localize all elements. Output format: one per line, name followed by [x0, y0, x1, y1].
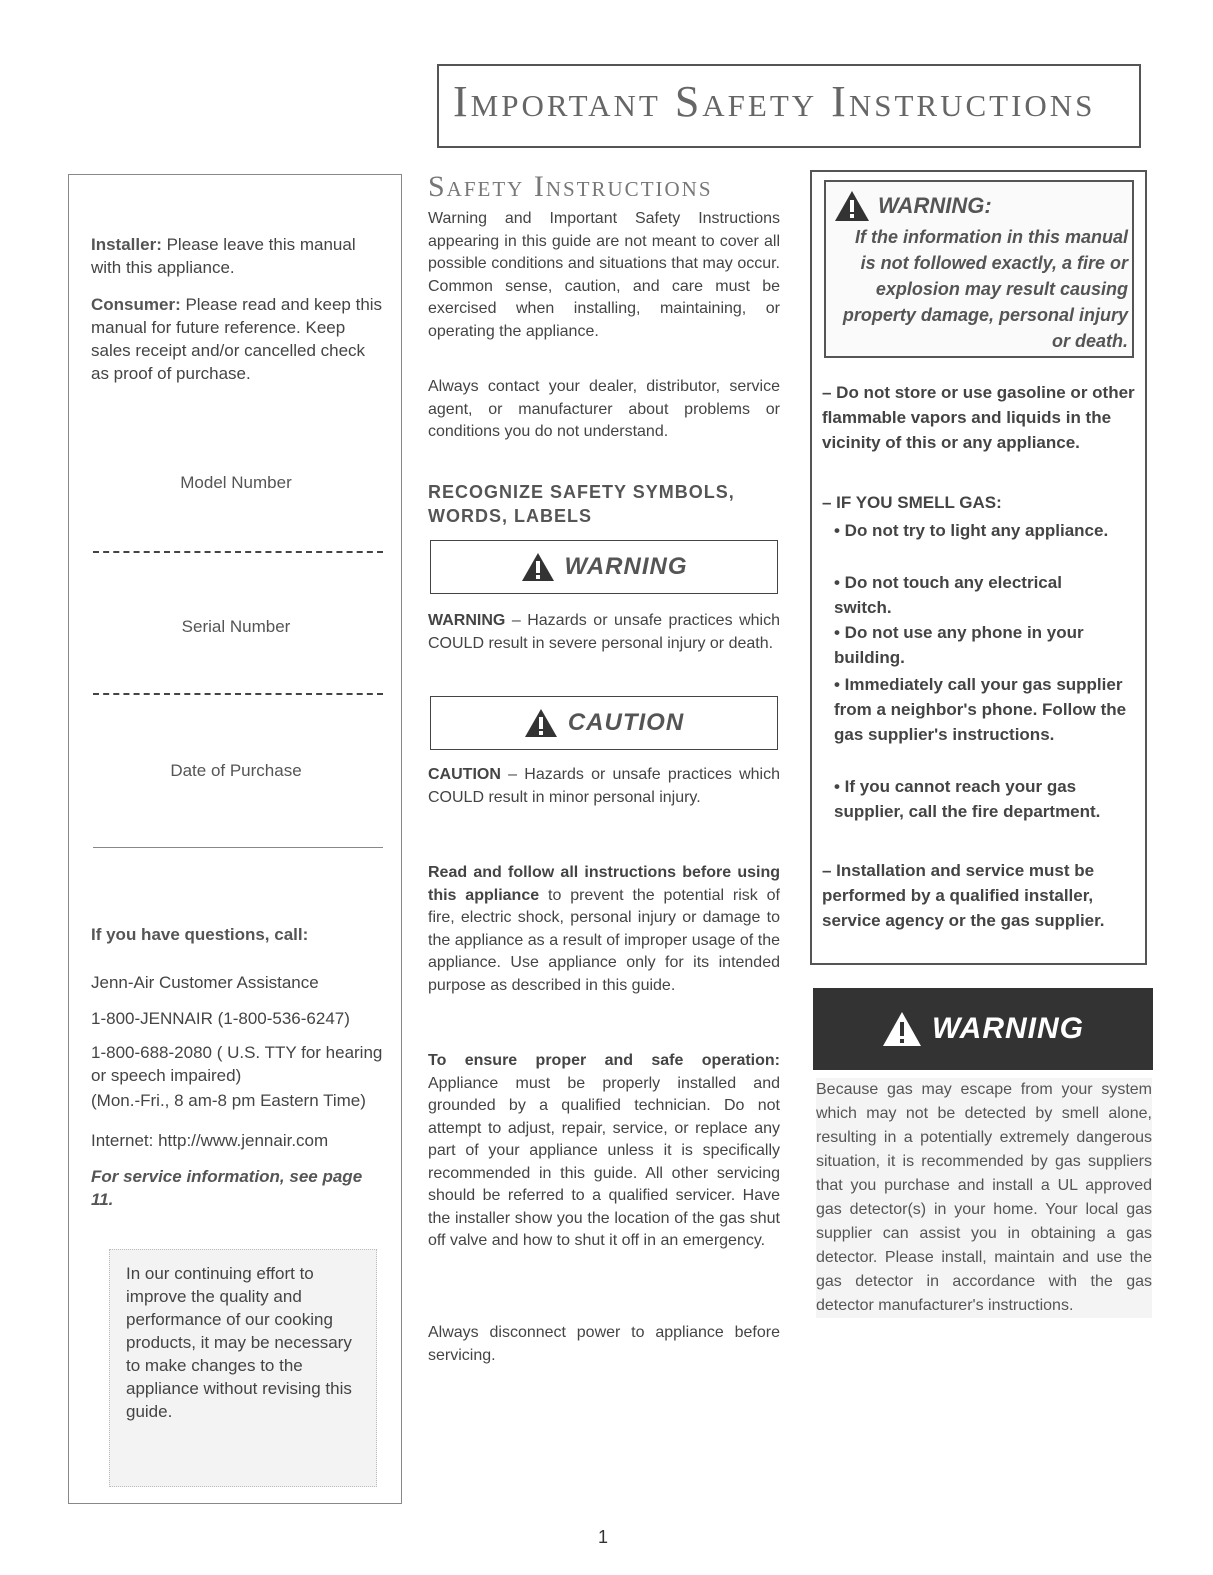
internet-link: Internet: http://www.jennair.com [91, 1131, 329, 1150]
assistance-name: Jenn-Air Customer Assistance [91, 973, 319, 992]
read-instructions-bold: Read and follow all instructions before using this appliance [428, 864, 780, 904]
title-banner [437, 64, 1141, 148]
page-title: Important Safety Instructions [453, 77, 1096, 126]
date-of-purchase-label: Date of Purchase [170, 761, 302, 780]
consumer-label: Consumer: [91, 295, 181, 314]
contact-paragraph: Always contact your dealer, distributor, service agent, or manufacturer about problems or conditions you do not understand. [428, 378, 780, 440]
questions-heading: If you have questions, call: [91, 925, 309, 944]
consumer-note [91, 293, 383, 385]
safety-heading: Safety Instructions [428, 170, 713, 203]
ensure-paragraph [428, 1050, 780, 1253]
gas-detector-text: Because gas may escape from your system which may not be detected by smell alone, resulting in a potentially extremely dangerous situation, it is recommended by gas suppliers that you purchase and install a UL approved gas detector(s) in your home. Your local gas supplier can assist you in obtaining a gas detector. Please install, maintain and use the gas detector in accordance with the gas detector manufacturer's instructions. [816, 1078, 1152, 1318]
read-instructions-text: to prevent the potential risk of fire, electric shock, personal injury or damage to the appliance as a result of improper usage of the appliance. Use appliance only for its intended purpose as described in this guide. [428, 886, 780, 994]
hours: (Mon.-Fri., 8 am-8 pm Eastern Time) [91, 1091, 366, 1110]
serial-number-line [93, 693, 383, 695]
installer-label: Installer: [91, 235, 162, 254]
service-info: For service information, see page 11. [91, 1167, 363, 1209]
warning-definition [428, 610, 780, 655]
smell-gas-heading: – IF YOU SMELL GAS: [822, 493, 1002, 512]
band-warning-word: WARNING [932, 1012, 1084, 1045]
left-info-box [68, 174, 402, 1504]
date-line [93, 847, 383, 848]
page-number: 1 [598, 1527, 609, 1547]
phone-main: 1-800-JENNAIR (1-800-536-6247) [91, 1009, 350, 1028]
warning-signal-box [430, 540, 778, 594]
warning-statement-word: WARNING: [878, 193, 992, 218]
caution-signal-word: CAUTION [567, 709, 685, 736]
warning-triangle-icon [882, 1011, 922, 1047]
gasoline-warning: – Do not store or use gasoline or other flammable vapors and liquids in the vicinity of this or any appliance. [822, 383, 1135, 452]
caution-triangle-icon [524, 708, 558, 738]
ensure-text: Appliance must be properly installed and grounded by a qualified technician. Do not attempt to adjust, repair, service, or replace any part of your appliance unless it is specifically recommended in this guide. All other servicing should be referred to a qualified servicer. Have the installer show you the location of the gas shut off valve and how to shut it off in an emergency. [428, 1074, 780, 1249]
installation-warning: – Installation and service must be performed by a qualified installer, service agency or the gas supplier. [822, 861, 1105, 930]
caution-definition-label: CAUTION [428, 766, 501, 783]
warning-triangle-icon [521, 552, 555, 582]
warning-definition-text: – Hazards or unsafe practices which COULD result in severe personal injury or death. [428, 612, 780, 652]
installer-text: Please leave this manual with this appliance. [91, 235, 356, 277]
caution-definition [428, 764, 780, 809]
smell-gas-step-1: • Do not try to light any appliance. [834, 521, 1109, 540]
smell-gas-step-2: • Do not touch any electrical switch. [834, 573, 1062, 617]
smell-gas-step-4: • Immediately call your gas supplier from a neighbor's phone. Follow the gas supplier's instructions. [834, 675, 1127, 744]
model-number-line [93, 551, 383, 553]
warning-triangle-icon [834, 190, 870, 222]
phone-tty: 1-800-688-2080 ( U.S. TTY for hearing or speech impaired) [91, 1043, 383, 1085]
caution-signal-box [430, 696, 778, 750]
installer-note [91, 233, 383, 279]
warning-statement-text: If the information in this manual is not followed exactly, a fire or explosion may result causing property damage, personal injury or death. [842, 227, 1128, 351]
gas-warning-box [810, 170, 1147, 965]
caution-definition-text: – Hazards or unsafe practices which COULD result in minor personal injury. [428, 766, 780, 806]
read-instructions-paragraph [428, 862, 780, 997]
gas-detector-warning-band [813, 988, 1153, 1070]
consumer-text: Please read and keep this manual for future reference. Keep sales receipt and/or cancelled check as proof of purchase. [91, 295, 383, 383]
warning-header [834, 190, 992, 222]
model-number-label: Model Number [180, 473, 292, 492]
recognize-heading: RECOGNIZE SAFETY SYMBOLS, WORDS, LABELS [428, 482, 735, 526]
note-text: In our continuing effort to improve the quality and performance of our cooking products, it may be necessary to make changes to the appliance without revising this guide. [126, 1264, 352, 1421]
smell-gas-step-5: • If you cannot reach your gas supplier, call the fire department. [834, 777, 1101, 821]
note-box [109, 1249, 377, 1487]
warning-signal-word: WARNING [564, 553, 688, 580]
disconnect-paragraph: Always disconnect power to appliance before servicing. [428, 1324, 780, 1364]
smell-gas-step-3: • Do not use any phone in your building. [834, 623, 1084, 667]
ensure-bold: To ensure proper and safe operation: [428, 1052, 780, 1069]
warning-definition-label: WARNING [428, 612, 506, 629]
serial-number-label: Serial Number [181, 617, 291, 636]
warning-statement-box [824, 180, 1134, 358]
intro-paragraph: Warning and Important Safety Instructions appearing in this guide are not meant to cover all possible conditions and situations that may occur. Common sense, caution, and care must be exercised when installing, maintaining, or operating the appliance. [428, 210, 780, 340]
